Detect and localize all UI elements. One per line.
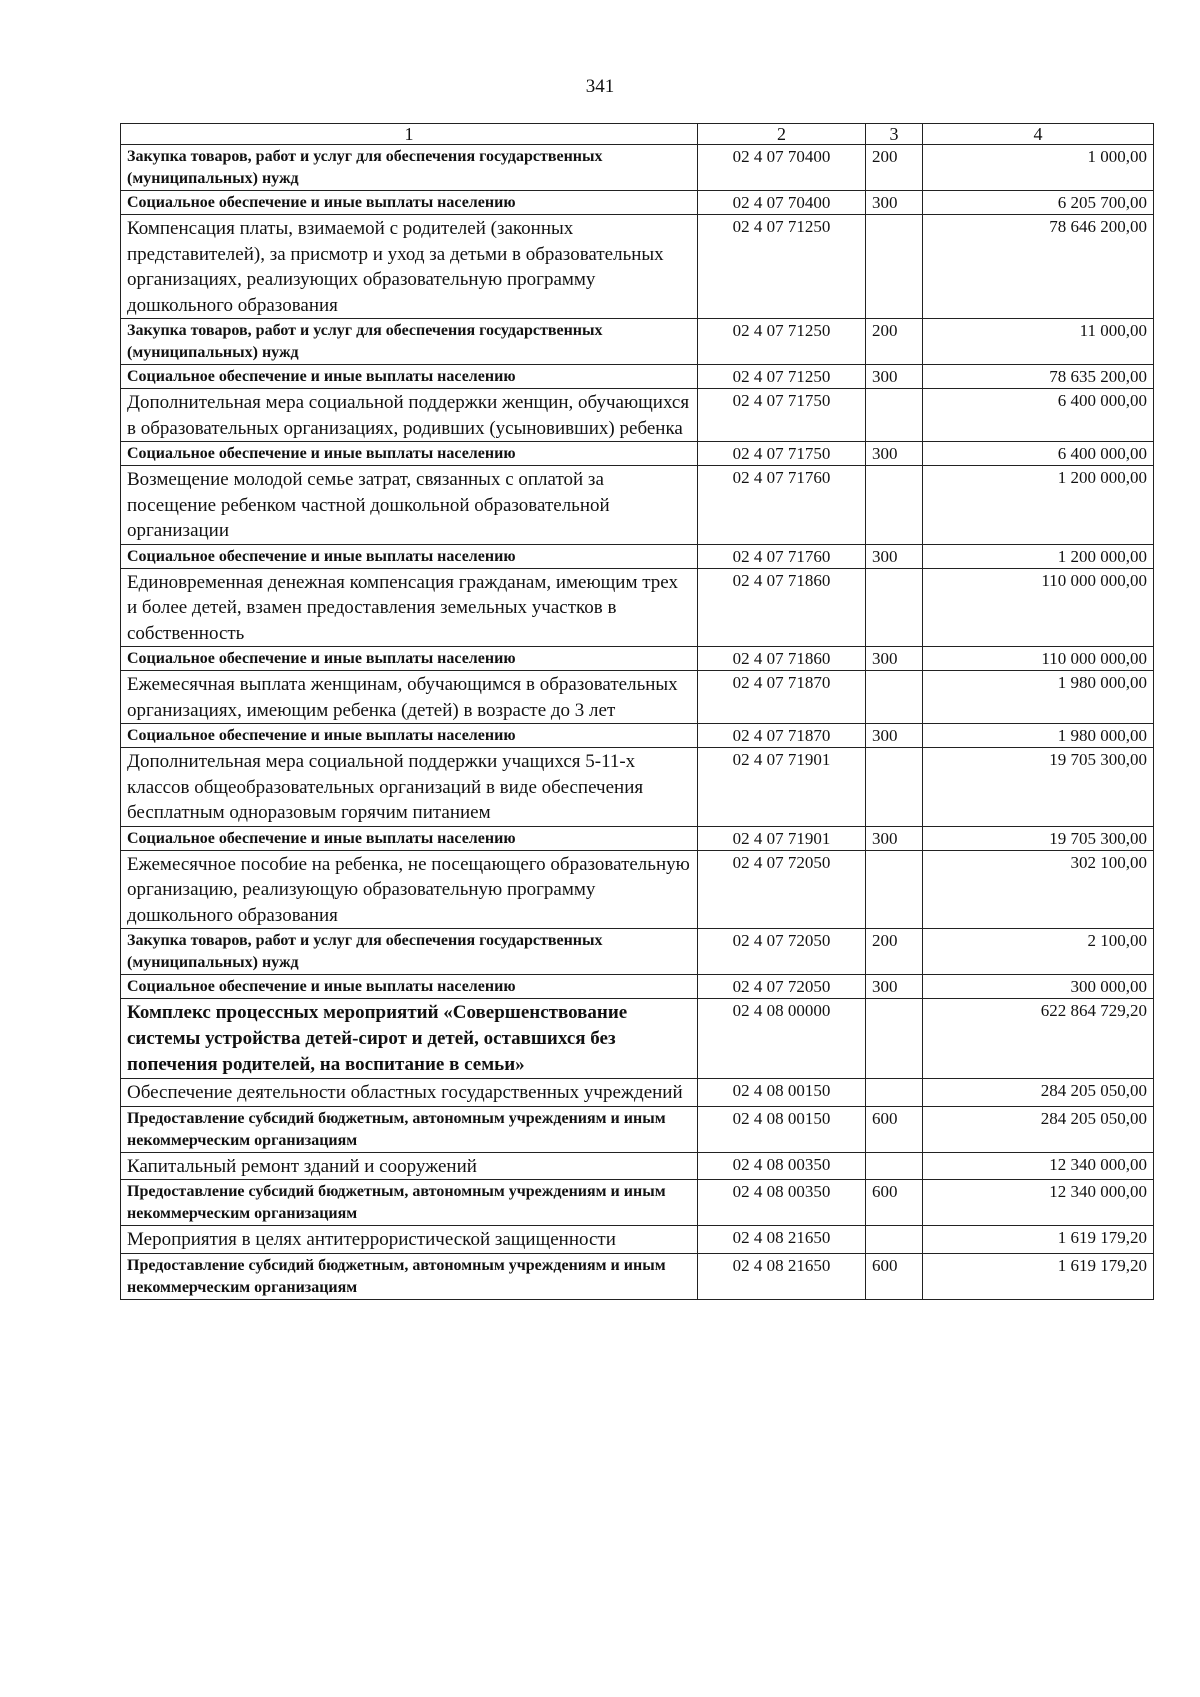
row-amount-cell: 6 400 000,00 [923, 389, 1154, 442]
row-amount-cell: 1 619 179,20 [923, 1253, 1154, 1299]
row-name-cell: Предоставление субсидий бюджетным, автономным учреждениям и иным некоммерческим организациям [121, 1253, 698, 1299]
row-kvr-cell [866, 1079, 923, 1107]
table-row [121, 544, 1154, 568]
row-kvr-cell [866, 568, 923, 647]
table-row [121, 1180, 1154, 1226]
row-code-cell: 02 4 07 71250 [698, 319, 866, 365]
row-name-cell: Социальное обеспечение и иные выплаты населению [121, 724, 698, 748]
row-code-cell: 02 4 07 71250 [698, 365, 866, 389]
table-row [121, 724, 1154, 748]
table-row [121, 145, 1154, 191]
row-amount-cell: 1 619 179,20 [923, 1226, 1154, 1254]
row-amount-cell: 284 205 050,00 [923, 1106, 1154, 1152]
row-name-cell: Социальное обеспечение и иные выплаты населению [121, 647, 698, 671]
row-amount-cell: 622 864 729,20 [923, 999, 1154, 1079]
row-kvr-cell: 300 [866, 442, 923, 466]
row-name-cell: Капитальный ремонт зданий и сооружений [121, 1152, 698, 1180]
row-code-cell: 02 4 08 00150 [698, 1079, 866, 1107]
row-name-cell: Закупка товаров, работ и услуг для обеспечения государственных (муниципальных) нужд [121, 929, 698, 975]
row-amount-cell: 1 200 000,00 [923, 466, 1154, 545]
row-code-cell: 02 4 07 71750 [698, 442, 866, 466]
table-row [121, 215, 1154, 319]
row-code-cell: 02 4 07 70400 [698, 191, 866, 215]
column-header-1: 1 [121, 124, 698, 145]
table-row [121, 647, 1154, 671]
row-amount-cell: 12 340 000,00 [923, 1152, 1154, 1180]
row-amount-cell: 1 000,00 [923, 145, 1154, 191]
row-kvr-cell [866, 671, 923, 724]
row-amount-cell: 78 635 200,00 [923, 365, 1154, 389]
row-name-cell: Закупка товаров, работ и услуг для обеспечения государственных (муниципальных) нужд [121, 145, 698, 191]
row-kvr-cell: 600 [866, 1180, 923, 1226]
row-name-cell: Социальное обеспечение и иные выплаты населению [121, 975, 698, 999]
row-code-cell: 02 4 07 71901 [698, 748, 866, 827]
row-kvr-cell [866, 999, 923, 1079]
row-amount-cell: 6 400 000,00 [923, 442, 1154, 466]
table-row [121, 466, 1154, 545]
table-row [121, 826, 1154, 850]
row-amount-cell: 1 980 000,00 [923, 724, 1154, 748]
row-kvr-cell: 200 [866, 145, 923, 191]
row-code-cell: 02 4 08 00000 [698, 999, 866, 1079]
row-amount-cell: 1 980 000,00 [923, 671, 1154, 724]
row-name-cell: Ежемесячное пособие на ребенка, не посещающего образовательную организацию, реализующую образовательную программу дошкольного образования [121, 850, 698, 929]
budget-table [120, 123, 1154, 1300]
row-kvr-cell: 200 [866, 929, 923, 975]
row-name-cell: Ежемесячная выплата женщинам, обучающимся в образовательных организациях, имеющим ребенка (детей) в возрасте до 3 лет [121, 671, 698, 724]
row-kvr-cell [866, 1226, 923, 1254]
table-row [121, 1253, 1154, 1299]
row-code-cell: 02 4 08 00150 [698, 1106, 866, 1152]
row-code-cell: 02 4 07 71870 [698, 724, 866, 748]
row-code-cell: 02 4 07 71860 [698, 568, 866, 647]
row-kvr-cell: 600 [866, 1106, 923, 1152]
table-row [121, 999, 1154, 1079]
row-name-cell: Единовременная денежная компенсация гражданам, имеющим трех и более детей, взамен предоставления земельных участков в собственность [121, 568, 698, 647]
table-row [121, 1226, 1154, 1254]
row-kvr-cell: 300 [866, 647, 923, 671]
table-row [121, 389, 1154, 442]
row-code-cell: 02 4 08 21650 [698, 1226, 866, 1254]
row-kvr-cell: 300 [866, 365, 923, 389]
header-row [121, 124, 1154, 145]
row-code-cell: 02 4 07 71901 [698, 826, 866, 850]
row-amount-cell: 1 200 000,00 [923, 544, 1154, 568]
row-amount-cell: 19 705 300,00 [923, 826, 1154, 850]
row-amount-cell: 300 000,00 [923, 975, 1154, 999]
table-row [121, 975, 1154, 999]
row-name-cell: Дополнительная мера социальной поддержки женщин, обучающихся в образовательных организациях, родивших (усыновивших) ребенка [121, 389, 698, 442]
row-kvr-cell [866, 1152, 923, 1180]
table-row [121, 1079, 1154, 1107]
column-header-3: 3 [866, 124, 923, 145]
row-amount-cell: 284 205 050,00 [923, 1079, 1154, 1107]
row-amount-cell: 110 000 000,00 [923, 568, 1154, 647]
row-code-cell: 02 4 07 71760 [698, 544, 866, 568]
row-name-cell: Социальное обеспечение и иные выплаты населению [121, 365, 698, 389]
row-code-cell: 02 4 07 71860 [698, 647, 866, 671]
row-code-cell: 02 4 07 70400 [698, 145, 866, 191]
table-body [121, 145, 1154, 1300]
row-kvr-cell [866, 748, 923, 827]
row-code-cell: 02 4 08 00350 [698, 1152, 866, 1180]
table-row [121, 319, 1154, 365]
row-amount-cell: 19 705 300,00 [923, 748, 1154, 827]
row-name-cell: Предоставление субсидий бюджетным, автономным учреждениям и иным некоммерческим организациям [121, 1180, 698, 1226]
row-kvr-cell [866, 850, 923, 929]
row-amount-cell: 12 340 000,00 [923, 1180, 1154, 1226]
row-name-cell: Возмещение молодой семье затрат, связанных с оплатой за посещение ребенком частной дошкольной образовательной организации [121, 466, 698, 545]
row-code-cell: 02 4 07 72050 [698, 975, 866, 999]
row-name-cell: Закупка товаров, работ и услуг для обеспечения государственных (муниципальных) нужд [121, 319, 698, 365]
table-row [121, 1152, 1154, 1180]
row-kvr-cell [866, 215, 923, 319]
row-amount-cell: 110 000 000,00 [923, 647, 1154, 671]
table-row [121, 748, 1154, 827]
row-kvr-cell: 300 [866, 544, 923, 568]
row-name-cell: Комплекс процессных мероприятий «Совершенствование системы устройства детей-сирот и детей, оставшихся без попечения родителей, на воспитание в семьи» [121, 999, 698, 1079]
row-amount-cell: 78 646 200,00 [923, 215, 1154, 319]
row-kvr-cell: 600 [866, 1253, 923, 1299]
table-row [121, 191, 1154, 215]
row-kvr-cell: 300 [866, 975, 923, 999]
column-header-2: 2 [698, 124, 866, 145]
row-name-cell: Социальное обеспечение и иные выплаты населению [121, 544, 698, 568]
row-code-cell: 02 4 07 72050 [698, 850, 866, 929]
row-name-cell: Социальное обеспечение и иные выплаты населению [121, 191, 698, 215]
row-amount-cell: 2 100,00 [923, 929, 1154, 975]
table-row [121, 929, 1154, 975]
table-header [121, 124, 1154, 145]
row-amount-cell: 11 000,00 [923, 319, 1154, 365]
page-number: 341 [585, 76, 615, 97]
row-amount-cell: 6 205 700,00 [923, 191, 1154, 215]
table-row [121, 365, 1154, 389]
row-code-cell: 02 4 07 71750 [698, 389, 866, 442]
row-code-cell: 02 4 08 00350 [698, 1180, 866, 1226]
row-code-cell: 02 4 07 71870 [698, 671, 866, 724]
row-name-cell: Социальное обеспечение и иные выплаты населению [121, 442, 698, 466]
row-name-cell: Компенсация платы, взимаемой с родителей (законных представителей), за присмотр и уход за детьми в образовательных организациях, реализующих образовательную программу дошкольного образования [121, 215, 698, 319]
row-name-cell: Социальное обеспечение и иные выплаты населению [121, 826, 698, 850]
row-name-cell: Обеспечение деятельности областных государственных учреждений [121, 1079, 698, 1107]
table-row [121, 568, 1154, 647]
row-code-cell: 02 4 07 71250 [698, 215, 866, 319]
row-kvr-cell: 300 [866, 724, 923, 748]
column-header-4: 4 [923, 124, 1154, 145]
row-kvr-cell: 300 [866, 826, 923, 850]
row-kvr-cell: 300 [866, 191, 923, 215]
row-code-cell: 02 4 07 71760 [698, 466, 866, 545]
table-row [121, 850, 1154, 929]
row-name-cell: Предоставление субсидий бюджетным, автономным учреждениям и иным некоммерческим организациям [121, 1106, 698, 1152]
table-row [121, 1106, 1154, 1152]
row-code-cell: 02 4 07 72050 [698, 929, 866, 975]
table-row [121, 671, 1154, 724]
row-name-cell: Мероприятия в целях антитеррористической защищенности [121, 1226, 698, 1254]
row-amount-cell: 302 100,00 [923, 850, 1154, 929]
row-kvr-cell: 200 [866, 319, 923, 365]
row-code-cell: 02 4 08 21650 [698, 1253, 866, 1299]
row-kvr-cell [866, 389, 923, 442]
table-row [121, 442, 1154, 466]
row-kvr-cell [866, 466, 923, 545]
row-name-cell: Дополнительная мера социальной поддержки учащихся 5-11-х классов общеобразовательных организаций в виде обеспечения бесплатным одноразовым горячим питанием [121, 748, 698, 827]
